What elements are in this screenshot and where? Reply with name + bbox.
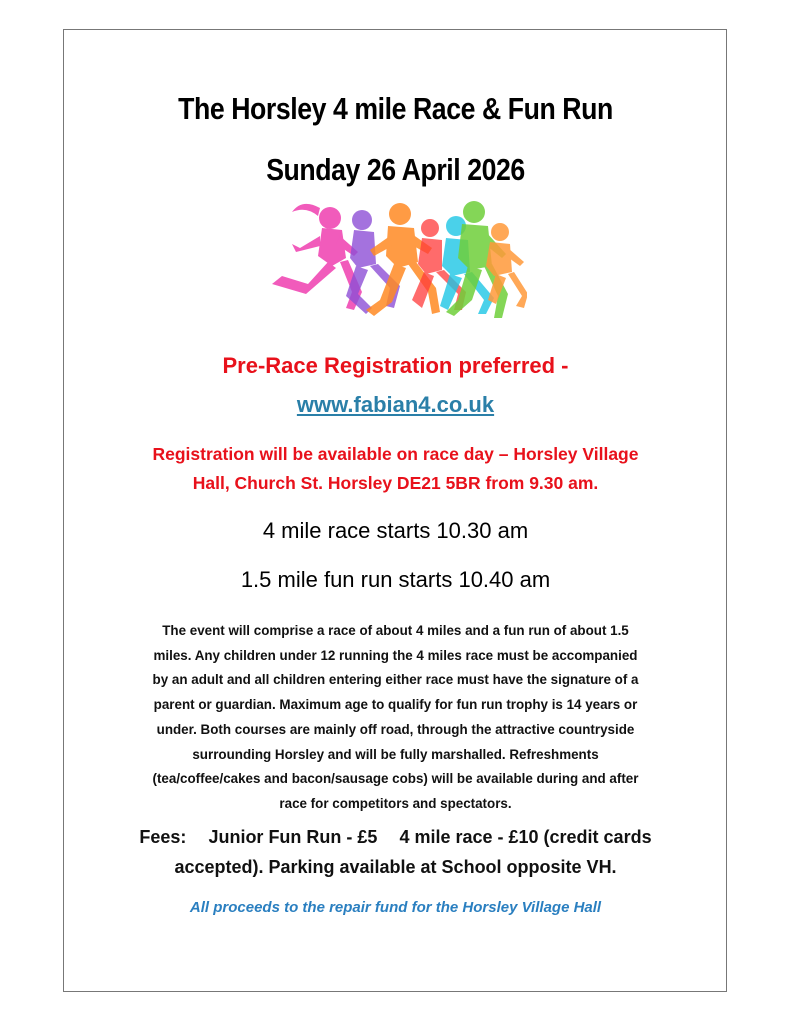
description-line: The event will comprise a race of about 4 miles and a fun run of about 1.5 (162, 623, 629, 638)
raceday-line-2: Hall, Church St. Horsley DE21 5BR from 9.30 am. (192, 473, 599, 493)
description-line: (tea/coffee/cakes and bacon/sausage cobs) will be available during and after (152, 771, 639, 787)
raceday-registration (0, 440, 791, 498)
runners-silhouette-icon (262, 196, 527, 326)
description-line: miles. Any children under 12 running the 4 miles race must be accompanied (153, 647, 638, 663)
junior-fee: Junior Fun Run - £5 (208, 827, 378, 847)
parking-info: accepted). Parking available at School opposite VH. (174, 857, 617, 877)
description-line: race for competitors and spectators. (279, 795, 512, 811)
raceday-line-1: Registration will be available on race day – Horsley Village (152, 444, 639, 464)
website-link[interactable]: www.fabian4.co.uk (296, 392, 495, 417)
race-start-time: 4 mile race starts 10.30 am (262, 518, 529, 543)
description-line: surrounding Horsley and will be fully marshalled. Refreshments (192, 746, 599, 762)
description-line: parent or guardian. Maximum age to qualify for fun run trophy is 14 years or (153, 697, 638, 713)
preregistration-notice: Pre-Race Registration preferred - (222, 353, 569, 378)
fees-section (120, 822, 671, 882)
funrun-start-time: 1.5 mile fun run starts 10.40 am (240, 567, 551, 592)
race-fee: 4 mile race - £10 (credit cards (399, 827, 652, 847)
event-title: The Horsley 4 mile Race & Fun Run (178, 91, 613, 126)
event-date: Sunday 26 April 2026 (266, 152, 525, 187)
description-line: by an adult and all children entering either race must have the signature of a (152, 672, 639, 688)
event-description (120, 619, 671, 817)
proceeds-note: All proceeds to the repair fund for the Horsley Village Hall (189, 899, 602, 916)
fees-label: Fees: (139, 827, 187, 847)
description-line: under. Both courses are mainly off road, through the attractive countryside (156, 721, 635, 737)
